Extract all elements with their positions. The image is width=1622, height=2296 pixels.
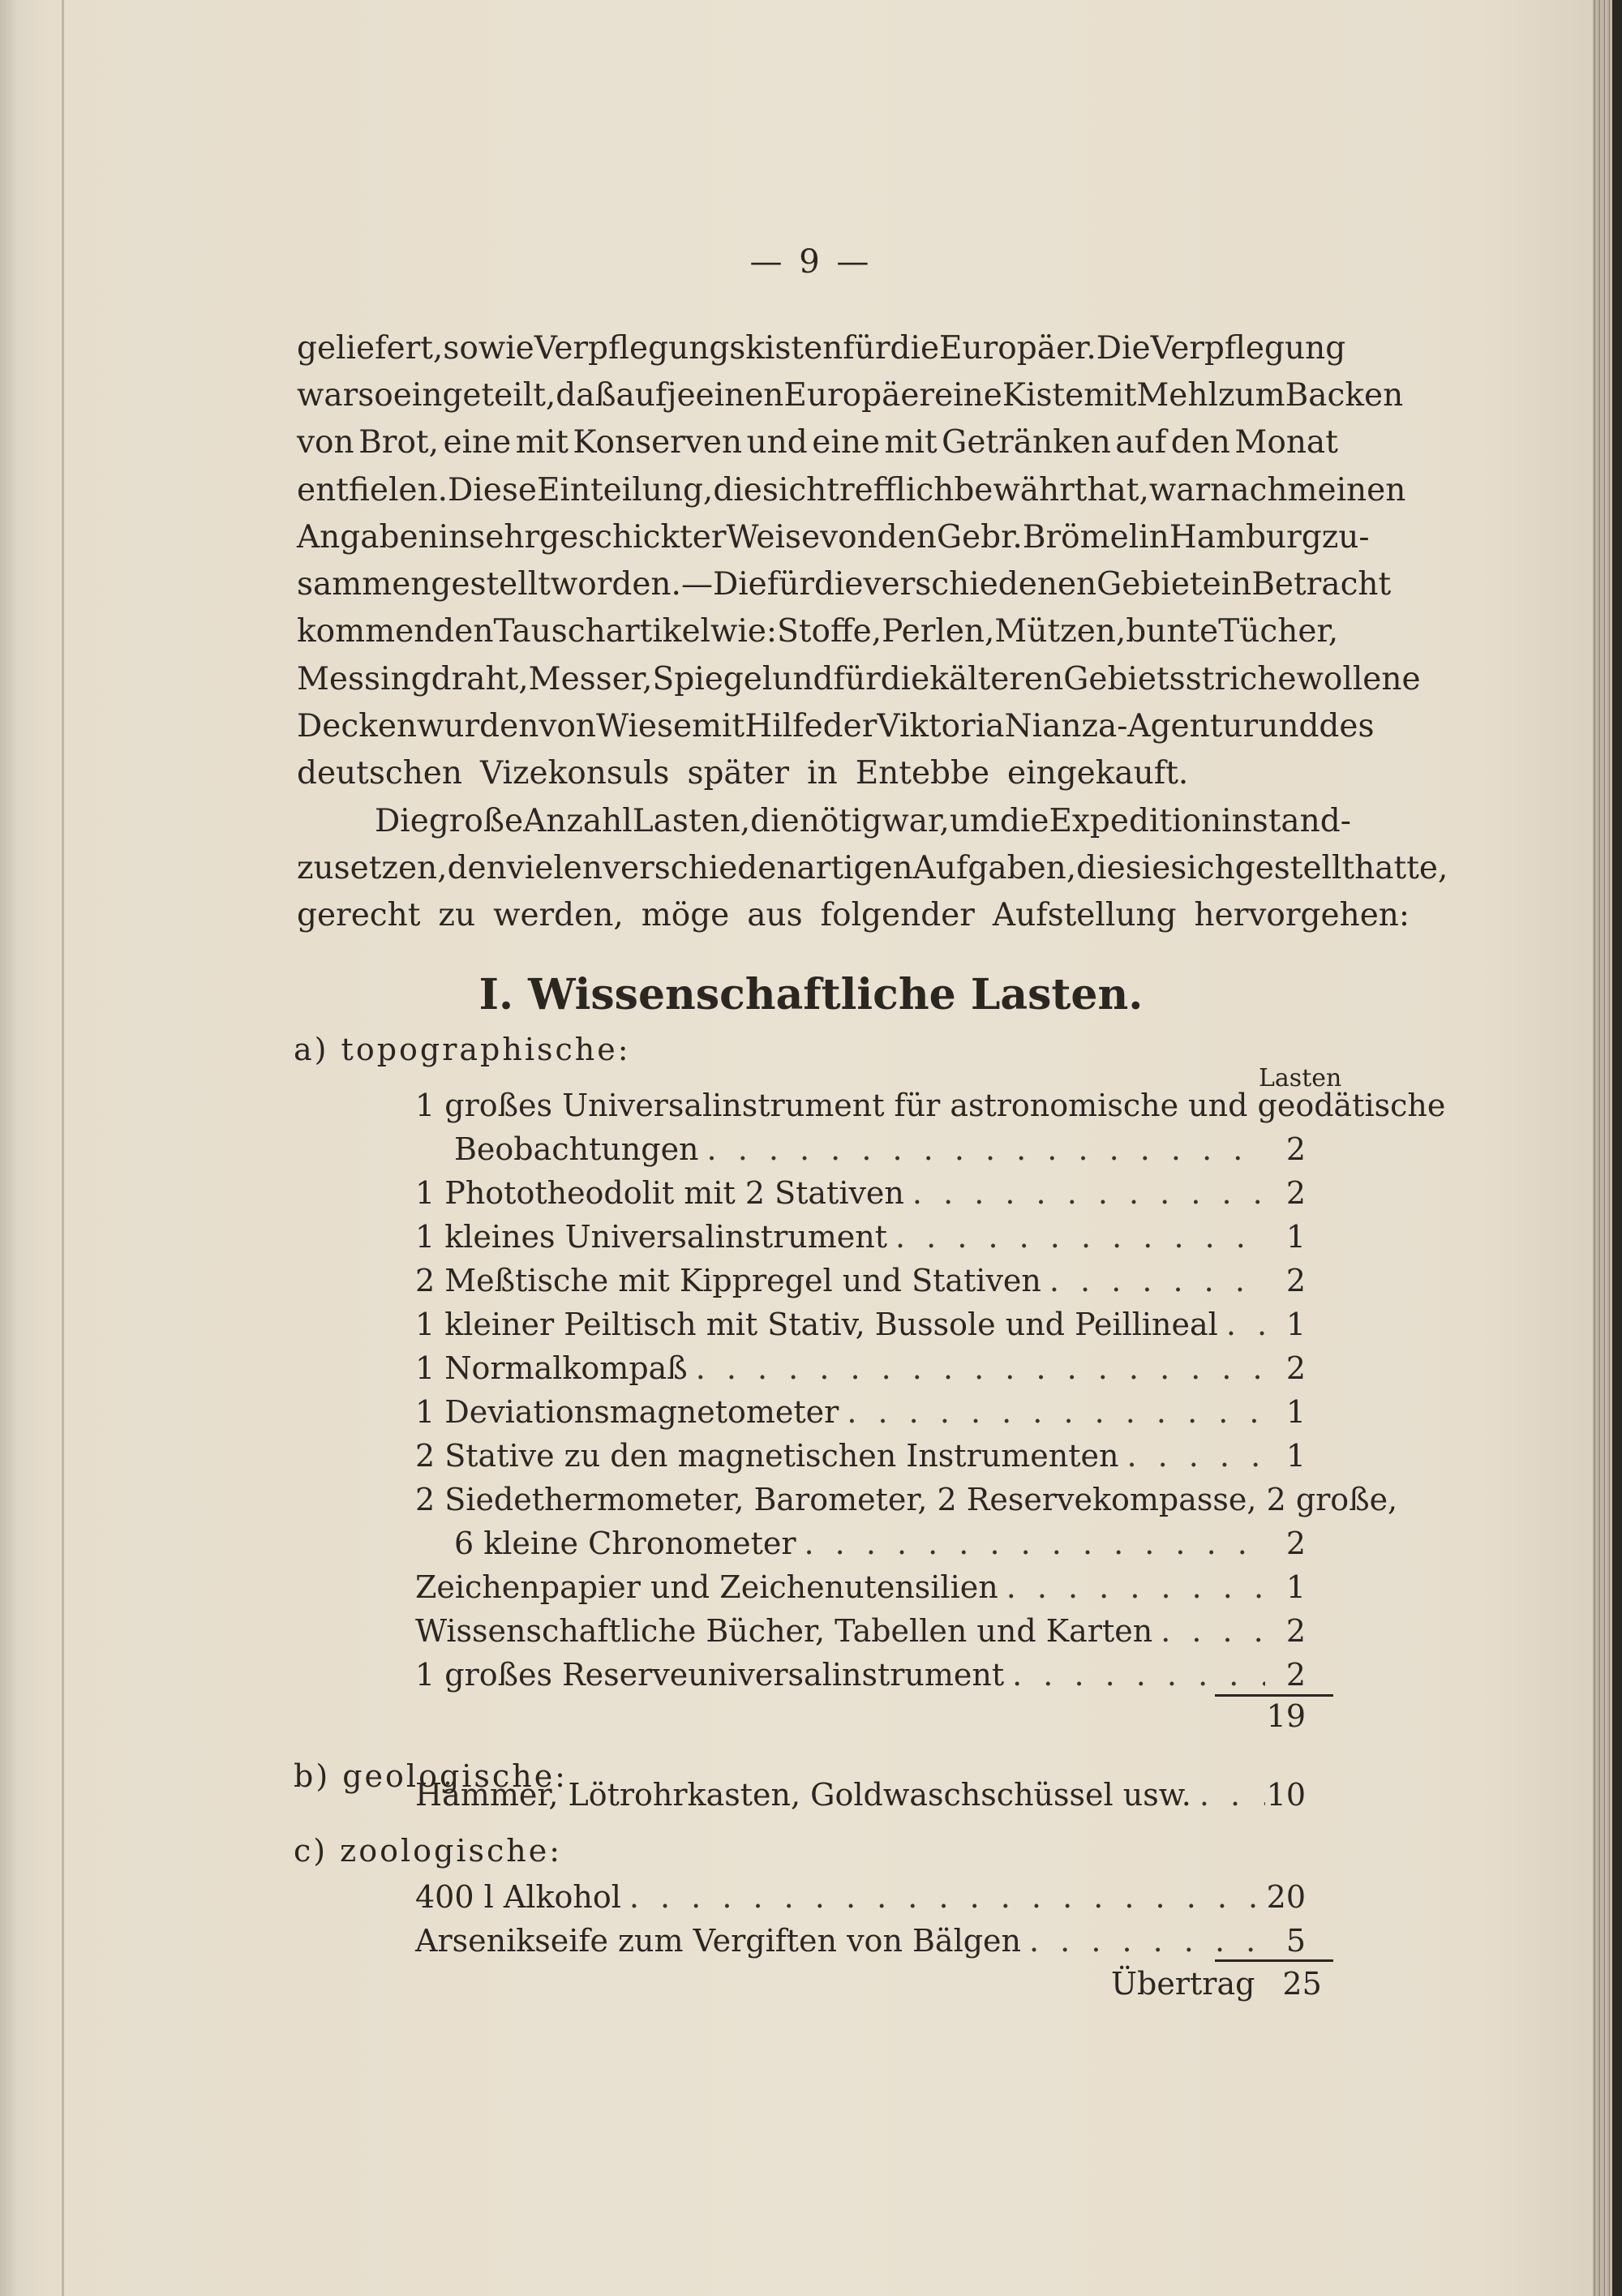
text-line (297, 560, 1392, 607)
sum-rule (1215, 1959, 1333, 1962)
word: folgender (820, 897, 975, 934)
item-quantity: 1 (1285, 1438, 1306, 1474)
text-line (297, 324, 1346, 371)
text-line (297, 702, 1375, 749)
word: eine (443, 424, 512, 461)
leader-dots (1218, 1307, 1265, 1342)
word: Mehl (1136, 376, 1218, 414)
word: Stoffe, (777, 613, 882, 650)
word: Monat (1234, 424, 1338, 461)
word: nötig (799, 802, 882, 839)
column-header: Lasten (1259, 1064, 1342, 1092)
word: sammengestellt (297, 566, 551, 603)
word: Messingdraht, (297, 660, 529, 697)
word: worden. (550, 566, 681, 603)
word: für (766, 566, 814, 603)
word: Mützen, (994, 613, 1126, 650)
item-text: 2 Meßtische mit Kippregel und Stativen (415, 1263, 1041, 1298)
item-quantity: 1 (1285, 1219, 1306, 1255)
word: und (772, 660, 834, 697)
word: mit (884, 424, 938, 461)
word: die (880, 660, 930, 697)
word: Hilfe (744, 708, 823, 745)
word: eingeteilt, (393, 376, 556, 414)
word: Tücher, (1218, 613, 1339, 650)
item-quantity: 1 (1285, 1307, 1306, 1342)
word: Diese (448, 471, 537, 509)
word: möge (641, 897, 730, 934)
word: Die (1096, 329, 1151, 367)
word: große (428, 802, 524, 839)
list-item (415, 1609, 1306, 1653)
word: geschickter (539, 518, 727, 556)
text-line (297, 419, 1338, 466)
word: Tauschartikel (493, 613, 710, 650)
list-item (415, 1346, 1306, 1390)
word: trefflich (826, 471, 955, 509)
section-heading: I. Wissenschaftliche Lasten. (478, 970, 1144, 1019)
text-line (297, 750, 1338, 797)
word: in (438, 518, 470, 556)
word: des (1319, 708, 1375, 745)
leader-dots (1004, 1657, 1265, 1693)
word: mit (515, 424, 569, 461)
word: Entebbe (855, 755, 990, 792)
word: mit (1083, 376, 1137, 414)
word: den (877, 518, 937, 556)
word: daß (556, 376, 616, 414)
item-text: 1 kleines Universalinstrument (415, 1219, 888, 1255)
word: auf (616, 376, 667, 414)
leader-dots (1118, 1438, 1265, 1474)
word: Backen (1285, 376, 1404, 414)
list-item (415, 1875, 1306, 1919)
word: zusetzen, (297, 849, 448, 886)
word: Die (712, 566, 767, 603)
word: sie (1125, 849, 1171, 886)
word: zum (1217, 376, 1285, 414)
carry-label: Übertrag (1111, 1966, 1255, 2002)
leader-dots (796, 1526, 1265, 1561)
word: Gebiete (1096, 566, 1221, 603)
list-item (415, 1565, 1306, 1609)
word: eine (812, 424, 881, 461)
word: Angaben (297, 518, 439, 556)
leader-dots (688, 1350, 1265, 1386)
item-quantity: 2 (1285, 1613, 1306, 1649)
item-text: Arsenikseife zum Vergiften von Bälgen (415, 1923, 1022, 1959)
item-text: Beobachtungen (454, 1131, 699, 1167)
word: die (1076, 849, 1126, 886)
item-quantity: 2 (1285, 1263, 1306, 1298)
leader-dots (887, 1219, 1265, 1255)
word: eingekauft. (1007, 755, 1189, 792)
word: Wiese (595, 708, 693, 745)
word: verschiedenen (863, 566, 1097, 603)
word: in (1221, 566, 1252, 603)
text-line (297, 655, 1421, 702)
leader-dots (1041, 1263, 1265, 1298)
leader-dots (699, 1131, 1265, 1167)
word: von (820, 518, 878, 556)
word: Konserven (573, 424, 743, 461)
word: so (358, 376, 393, 414)
word: den (447, 849, 507, 886)
item-text: 6 kleine Chronometer (454, 1526, 796, 1561)
word: auf (1115, 424, 1167, 461)
item-text: 1 Deviationsmagnetometer (415, 1394, 839, 1430)
carry-forward (1111, 1966, 1322, 2002)
list-item (415, 1653, 1306, 1697)
leader-dots (998, 1569, 1265, 1605)
word: von (297, 424, 354, 461)
item-text: 2 Stative zu den magnetischen Instrumenten (415, 1438, 1119, 1474)
item-text: 1 großes Reserveuniversalinstrument (415, 1657, 1005, 1693)
word: zu- (1321, 518, 1370, 556)
word: kälteren (929, 660, 1064, 697)
item-quantity: 20 (1266, 1879, 1306, 1915)
word: verschiedenartigen (603, 849, 913, 886)
category-label: b) geologische: (294, 1758, 568, 1794)
word: entfielen. (297, 471, 448, 509)
word: und (746, 424, 808, 461)
word: die (890, 329, 940, 367)
text-line (297, 466, 1406, 513)
word: Anzahl (523, 802, 633, 839)
item-text: 1 kleiner Peiltisch mit Stativ, Bussole und Peillineal (415, 1307, 1218, 1342)
item-text: Wissenschaftliche Bücher, Tabellen und Karten (415, 1613, 1153, 1649)
text-line (297, 608, 1338, 655)
word: hervorgehen: (1194, 897, 1410, 934)
word: Expedition (1049, 802, 1222, 839)
word: Viktoria (877, 708, 1005, 745)
word: wie: (710, 613, 778, 650)
list-item (454, 1127, 1306, 1171)
word: Weise (726, 518, 821, 556)
word: Messer, (528, 660, 653, 697)
word: für (843, 329, 890, 367)
item-quantity: 2 (1285, 1526, 1306, 1561)
word: Hamburg (1169, 518, 1322, 556)
word: Europäer (783, 376, 935, 414)
item-text: 400 l Alkohol (415, 1879, 621, 1915)
word: die (750, 802, 800, 839)
word: in (1139, 518, 1169, 556)
item-quantity: 5 (1285, 1923, 1306, 1959)
item-text: 1 großes Universalinstrument für astronomische und geodätische (415, 1088, 1446, 1123)
word: die (713, 471, 762, 509)
subtotal: 19 (1266, 1698, 1306, 1734)
word: später (687, 755, 790, 792)
item-quantity: 2 (1285, 1350, 1306, 1386)
word: instand- (1221, 802, 1351, 839)
item-quantity: 1 (1285, 1569, 1306, 1605)
item-quantity: 2 (1285, 1131, 1306, 1167)
word: um (949, 802, 1000, 839)
leader-dots (904, 1175, 1265, 1211)
item-quantity: 2 (1285, 1175, 1306, 1211)
word: hat, (1087, 471, 1149, 509)
word: zu (438, 897, 476, 934)
word: Aufgaben, (912, 849, 1077, 886)
word: Betracht (1251, 566, 1392, 603)
word: eine (934, 376, 1002, 414)
word: gestellt (1234, 849, 1355, 886)
item-text: Hämmer, Lötrohrkasten, Goldwaschschüssel usw. (415, 1777, 1191, 1813)
leader-dots (839, 1394, 1265, 1430)
word: Vizekonsuls (480, 755, 670, 792)
word: nach (1210, 471, 1288, 509)
text-line (297, 844, 1448, 891)
word: sich (762, 471, 827, 509)
text-line (297, 513, 1370, 560)
word: war, (882, 802, 950, 839)
leader-dots (1021, 1923, 1265, 1959)
list-item (415, 1084, 1446, 1127)
word: — (680, 566, 713, 603)
carry-value: 25 (1282, 1966, 1322, 2002)
word: werden, (493, 897, 624, 934)
word: war (1148, 471, 1211, 509)
word: sich (1170, 849, 1235, 886)
word: Decken (297, 708, 418, 745)
word: mit (692, 708, 745, 745)
list-item (415, 1171, 1306, 1215)
word: den (1170, 424, 1230, 461)
word: und (1258, 708, 1319, 745)
item-text: 1 Phototheodolit mit 2 Stativen (415, 1175, 904, 1211)
list-item (415, 1478, 1398, 1521)
word: die (999, 802, 1049, 839)
word: Kiste (1002, 376, 1084, 414)
word: hatte, (1354, 849, 1448, 886)
word: wollene (1296, 660, 1421, 697)
word: Einteilung, (536, 471, 714, 509)
page-edge (1593, 0, 1612, 2296)
word: der (822, 708, 878, 745)
word: Perlen, (882, 613, 995, 650)
list-item (415, 1302, 1306, 1346)
item-quantity: 1 (1285, 1394, 1306, 1430)
text-line (297, 371, 1404, 418)
word: von (539, 708, 596, 745)
category-label: a) topographische: (294, 1032, 631, 1067)
body-paragraph (297, 324, 1448, 939)
word: Verpflegungskisten (534, 329, 843, 367)
word: vielen (506, 849, 603, 886)
word: gerecht (297, 897, 421, 934)
word: Gebr. (936, 518, 1023, 556)
gutter-shadow (62, 0, 64, 2296)
sum-rule (1215, 1694, 1333, 1697)
word: kommenden (297, 613, 494, 650)
word: Lasten, (632, 802, 751, 839)
word: die (813, 566, 864, 603)
word: wurden (417, 708, 539, 745)
item-text: Zeichenpapier und Zeichenutensilien (415, 1569, 998, 1605)
item-text: 2 Siedethermometer, Barometer, 2 Reservekompasse, 2 große, (415, 1482, 1398, 1517)
list-item (415, 1434, 1306, 1478)
item-text: 1 Normalkompaß (415, 1350, 688, 1386)
page-number: — 9 — (749, 243, 873, 281)
list-item (415, 1215, 1306, 1259)
list-item (415, 1259, 1306, 1302)
word: geliefert, (297, 329, 444, 367)
word: Spiegel (652, 660, 773, 697)
word: Die (375, 802, 429, 839)
text-line (297, 892, 1410, 939)
word: Nianza-Agentur (1004, 708, 1259, 745)
word: in (807, 755, 838, 792)
word: bunte (1126, 613, 1219, 650)
word: Getränken (942, 424, 1111, 461)
leader-dots (1152, 1613, 1265, 1649)
word: Aufstellung (992, 897, 1177, 934)
word: Verpflegung (1150, 329, 1346, 367)
word: sowie (443, 329, 534, 367)
word: meinen (1287, 471, 1406, 509)
word: Brömel (1022, 518, 1139, 556)
item-quantity: 10 (1266, 1777, 1306, 1813)
list-item (415, 1773, 1306, 1817)
word: je (667, 376, 696, 414)
word: einen (695, 376, 784, 414)
item-quantity: 2 (1285, 1657, 1306, 1693)
word: Brot, (358, 424, 439, 461)
word: aus (747, 897, 803, 934)
word: bewährt (954, 471, 1088, 509)
word: deutschen (297, 755, 463, 792)
leader-dots (621, 1879, 1265, 1915)
leader-dots (1191, 1777, 1265, 1813)
word: sehr (469, 518, 540, 556)
word: war (297, 376, 358, 414)
word: Europäer. (939, 329, 1096, 367)
text-line (297, 797, 1351, 844)
list-item (454, 1521, 1306, 1565)
list-item (415, 1390, 1306, 1434)
category-label: c) zoologische: (294, 1833, 563, 1869)
word: Gebietsstriche (1063, 660, 1297, 697)
word: für (833, 660, 881, 697)
list-item (415, 1919, 1306, 1963)
